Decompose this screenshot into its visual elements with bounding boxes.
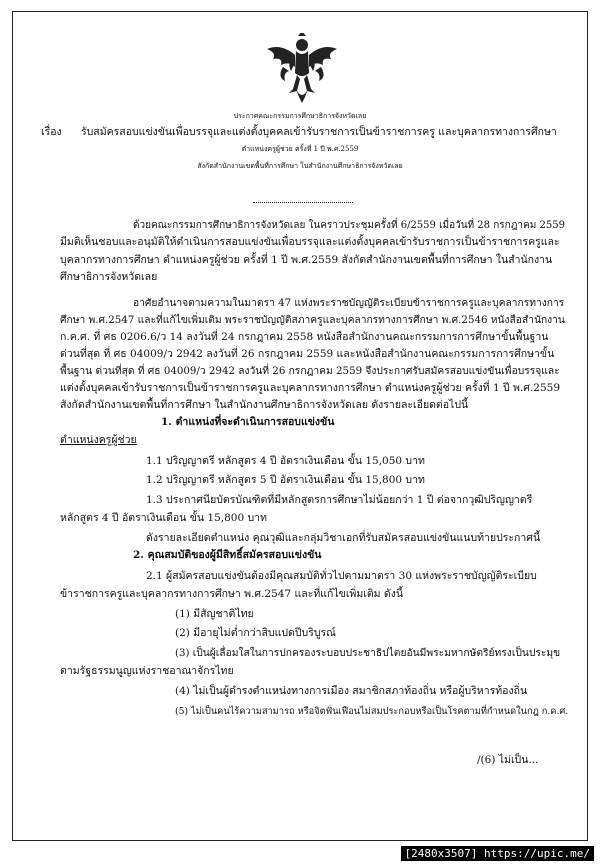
section2-intro-2: ข้าราชการครูและบุคลากรทางการศึกษา พ.ศ.2547 และที่แก้ไขเพิ่มเติม ดังนี้: [60, 588, 404, 600]
section2-item-3-cont: ตามรัฐธรรมนูญแห่งราชอาณาจักรไทย: [60, 665, 234, 677]
para1-line-4: ศึกษาธิการจังหวัดเลย: [60, 271, 158, 283]
document-frame: [12, 11, 588, 841]
subject-label: เรื่อง: [41, 126, 62, 138]
para2-line-2: ศึกษา พ.ศ.2547 และที่แก้ไขเพิ่มเติม พระราชบัญญัติสภาครูและบุคลากรทางการศึกษา พ.ศ.2546 หนังสือสำนักงาน: [60, 314, 565, 326]
para2-line-6: แต่งตั้งบุคคลเข้ารับราชการเป็นข้าราชการครูและบุคลากรทางการศึกษา ตำแหน่งครูผู้ช่วย ครั้งที่ 1 ปี พ.ศ.2559: [60, 382, 561, 394]
position-line: ตำแหน่งครูผู้ช่วย ครั้งที่ 1 ปี พ.ศ.2559: [241, 145, 359, 153]
garuda-emblem-icon: [263, 33, 341, 105]
para2-line-7: สังกัดสำนักงานเขตพื้นที่การศึกษา ในสำนักงานศึกษาธิการจังหวัดเลย ดังรายละเอียดต่อไปนี้: [60, 399, 469, 411]
para1-line-1: ด้วยคณะกรรมการศึกษาธิการจังหวัดเลย ในคราวประชุมครั้งที่ 6/2559 เมื่อวันที่ 28 กรกฎาคม 2559: [133, 220, 565, 231]
para2-line-1: อาศัยอำนาจตามความในมาตรา 47 แห่งพระราชบัญญัติระเบียบข้าราชการครูและบุคลากรทางการ: [133, 297, 565, 309]
para2-line-5: พื้นฐาน ด่วนที่สุด ที่ ศธ 04009/ว 2942 ลงวันที่ 26 กรกฎาคม 2559 จึงประกาศรับสมัครสอบแข่งขันเพื่อบรรจุและ: [60, 365, 560, 377]
announcement-title: ประกาศคณะกรรมการศึกษาธิการจังหวัดเลย: [233, 112, 367, 120]
section1-item-2: 1.2 ปริญญาตรี หลักสูตร 5 ปี อัตราเงินเดือน ขั้น 15,800 บาท: [146, 474, 425, 486]
section2-item-1: (1) มีสัญชาติไทย: [175, 608, 254, 620]
section1-subheading: ตำแหน่งครูผู้ช่วย: [60, 434, 137, 446]
section1-item-3: 1.3 ประกาศนียบัตรบัณฑิตที่มีหลักสูตรการศึกษาไม่น้อยกว่า 1 ปี ต่อจากวุฒิปริญญาตรี: [146, 494, 533, 506]
section1-heading: 1. ตำแหน่งที่จะดำเนินการสอบแข่งขัน: [161, 416, 335, 428]
image-watermark: [2480x3507] https://upic.me/: [401, 846, 594, 861]
header-divider: [253, 202, 353, 203]
para1-line-3: บุคลากรทางการศึกษา ตำแหน่งครูผู้ช่วย ครั้งที่ 1 ปี พ.ศ.2559 สังกัดสำนักงานเขตพื้นที่การศึกษา ในสำนักงาน: [60, 254, 553, 266]
section2-intro-1: 2.1 ผู้สมัครสอบแข่งขันต้องมีคุณสมบัติทั่วไปตามมาตรา 30 แห่งพระราชบัญญัติระเบียบ: [146, 570, 537, 582]
continuation-marker: /(6) ไม่เป็น...: [477, 754, 539, 766]
subject-text: รับสมัครสอบแข่งขันเพื่อบรรจุและแต่งตั้งบุคคลเข้ารับราชการเป็นข้าราชการครู และบุคลากรทางการศึกษา: [81, 126, 557, 138]
para2-line-3: ก.ค.ศ. ที่ ศธ 0206.6/ว 14 ลงวันที่ 24 กรกฎาคม 2558 หนังสือสำนักงานคณะกรรมการการศึกษาขั้นพื้นฐาน: [60, 331, 549, 343]
section2-item-5: (5) ไม่เป็นคนไร้ความสามารถ หรือจิตฟั่นเฟือนไม่สมประกอบหรือเป็นโรคตามที่กำหนดในกฎ ก.ค.ศ.: [175, 706, 569, 717]
para1-line-2: มีมติเห็นชอบและอนุมัติให้ดำเนินการสอบแข่งขันเพื่อบรรจุและแต่งตั้งบุคคลเข้ารับราชการเป็นข้าราชการครูและ: [60, 236, 560, 248]
section2-item-3: (3) เป็นผู้เลื่อมใสในการปกครองระบอบประชาธิปไตยอันมีพระมหากษัตริย์ทรงเป็นประมุข: [175, 647, 561, 659]
para2-line-4: ด่วนที่สุด ที่ ศธ 04009/ว 2942 ลงวันที่ 26 กรกฎาคม 2559 และหนังสือสำนักงานคณะกรรมการการศึกษาขั้น: [60, 348, 555, 360]
section1-item-1: 1.1 ปริญญาตรี หลักสูตร 4 ปี อัตราเงินเดือน ขั้น 15,050 บาท: [146, 455, 425, 467]
section2-heading: 2. คุณสมบัติของผู้มีสิทธิ์สมัครสอบแข่งขัน: [133, 549, 322, 561]
section1-note: ดังรายละเอียดตำแหน่ง คุณวุฒิและกลุ่มวิชาเอกที่รับสมัครสอบแข่งขันแนบท้ายประกาศนี้: [146, 532, 541, 544]
section1-item-3-cont: หลักสูตร 4 ปี อัตราเงินเดือน ขั้น 15,800 บาท: [60, 512, 267, 524]
section2-item-4: (4) ไม่เป็นผู้ดำรงตำแหน่งทางการเมือง สมาชิกสภาท้องถิ่น หรือผู้บริหารท้องถิ่น: [175, 685, 528, 697]
affiliation-line: สังกัดสำนักงานเขตพื้นที่การศึกษา ในสำนักงานศึกษาธิการจังหวัดเลย: [197, 162, 403, 170]
document-page: [13, 12, 587, 840]
section2-item-2: (2) มีอายุไม่ต่ำกว่าสิบแปดปีบริบูรณ์: [175, 627, 336, 639]
